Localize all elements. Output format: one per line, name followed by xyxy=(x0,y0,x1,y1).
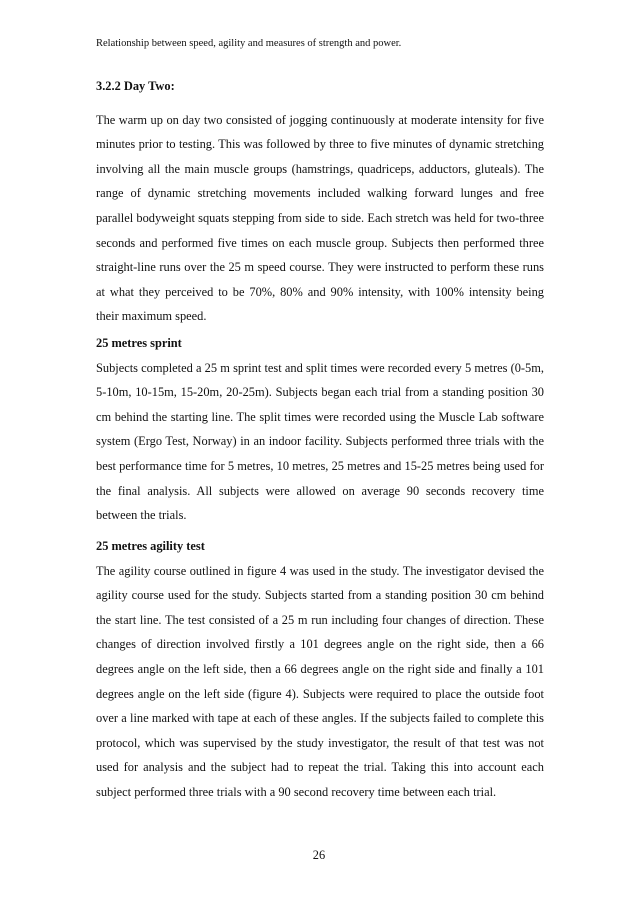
section-agility xyxy=(96,534,544,805)
running-header: Relationship between speed, agility and measures of strength and power. xyxy=(96,38,402,49)
section-sprint xyxy=(96,331,544,528)
section-body-day-two: The warm up on day two consisted of jogging continuously at moderate intensity for five minutes prior to testing. This was followed by three to five minutes of dynamic stretching involving all the main muscle groups (hamstrings, quadriceps, adductors, gluteals). The range of dynamic stretching movements included walking forward lunges and free parallel bodyweight squats stepping from side to side. Each stretch was held for two-three seconds and performed five times on each muscle group. Subjects then performed three straight-line runs over the 25 m speed course. They were instructed to perform these runs at what they perceived to be 70%, 80% and 90% intensity, with 100% intensity being their maximum speed. xyxy=(96,112,544,324)
page-number: 26 xyxy=(312,848,326,862)
section-heading-day-two: 3.2.2 Day Two: xyxy=(96,79,175,93)
section-body-agility: The agility course outlined in figure 4 was used in the study. The investigator devised the agility course used for the study. Subjects started from a standing position 30 cm behind the start line. The test consisted of a 25 m run including four changes of direction. These changes of direction involved firstly a 101 degrees angle on the right side, then a 66 degrees angle on the left side, then a 66 degrees angle on the right side and finally a 101 degrees angle on the left side (figure 4). Subjects were required to place the outside foot over a line marked with tape at each of these angles. If the subjects failed to complete this protocol, which was supervised by the study investigator, the result of that test was not used for analysis and the subject had to repeat the trial. Taking this into account each subject performed three trials with a 90 second recovery time between each trial. xyxy=(96,563,544,799)
section-heading-sprint: 25 metres sprint xyxy=(96,336,182,350)
section-day-two xyxy=(96,74,544,329)
section-heading-agility: 25 metres agility test xyxy=(96,539,205,553)
section-body-sprint: Subjects completed a 25 m sprint test and split times were recorded every 5 metres (0-5m, 5-10m, 10-15m, 15-20m, 20-25m). Subjects began each trial from a standing position 30 cm behind the starting line. The split times were recorded using the Muscle Lab software system (Ergo Test, Norway) in an indoor facility. Subjects performed three trials with the best performance time for 5 metres, 10 metres, 25 metres and 15-25 metres being used for the final analysis. All subjects were allowed on average 90 seconds recovery time between the trials. xyxy=(96,360,544,523)
